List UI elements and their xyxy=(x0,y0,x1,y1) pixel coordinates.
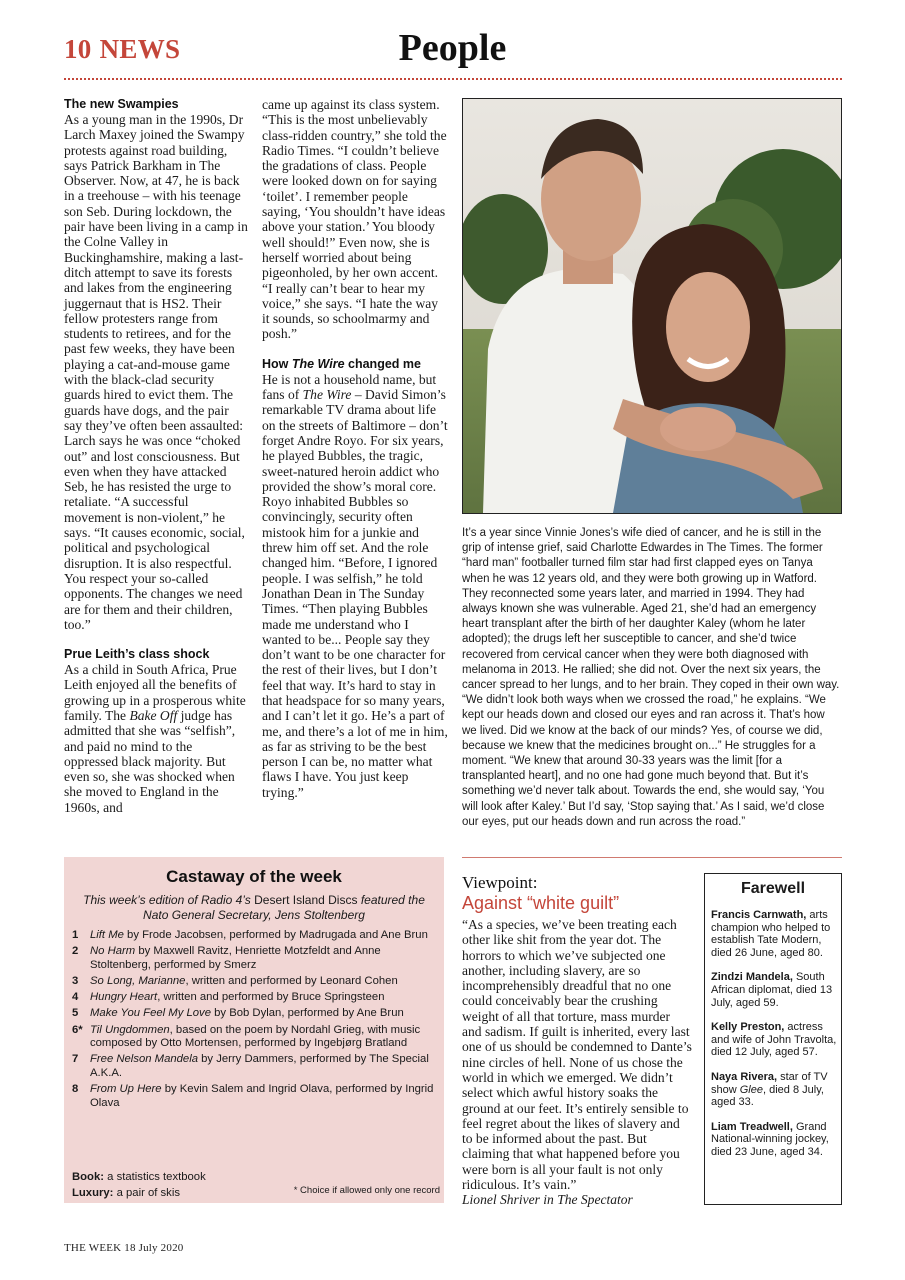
viewpoint-kicker: Viewpoint: xyxy=(462,873,538,892)
swampies-heading: The new Swampies xyxy=(64,97,179,111)
castaway-record: 6* Til Ungdommen, based on the poem by Nordahl Grieg, with music composed by Otto Mortensen, performed by Ingebjørg Bratland xyxy=(72,1023,421,1050)
page-footer: THE WEEK 18 July 2020 xyxy=(64,1242,184,1254)
castaway-record: 3 So Long, Marianne, written and performed by Leonard Cohen xyxy=(72,974,398,987)
page-title: People xyxy=(398,27,507,69)
feature-divider xyxy=(462,857,842,858)
column-left xyxy=(64,97,248,815)
farewell-box xyxy=(704,873,842,1205)
castaway-record: 5 Make You Feel My Love by Bob Dylan, performed by Ane Brun xyxy=(72,1007,404,1020)
show-title-the-wire: The Wire xyxy=(302,387,352,403)
swampies-body: As a young man in the 1990s, Dr Larch Maxey joined the Swampy protests against road building, says Patrick Barkham in The Observer. Now, at 47, he is back in a treehouse – with his teenage son Seb. During lockdown, the pair have been living in a camp in the Colne Valley in Buckinghamshire, making a last-ditch attempt to save its forests and lakes from the engineering juggernaut that is HS2. Their fellow protesters range from students to retirees, and for the past few weeks, they have been playing a cat-and-mouse game with the black-clad security guards hired to evict them. The guards have dogs, and the pair say they’ve often been assaulted: Larch says he was once “choked out” and lost consciousness. But even when they have attacked Seb, he has resisted the urge to retaliate. “A successful movement is non-violent,” he says. “It causes economic, social, political and psychological disruption. It is also respectful. You respect your so-called opponents. The changes we need are for them and their children, too.” xyxy=(64,112,248,632)
farewell-item: Zindzi Mandela, South African diplomat, died 13 July, aged 59. xyxy=(711,971,833,1009)
castaway-record-list xyxy=(72,929,436,1113)
castaway-record: 4 Hungry Heart, written and performed by Bruce Springsteen xyxy=(72,991,385,1004)
castaway-record: 1 Lift Me by Frode Jacobsen, performed by Madrugada and Ane Brun xyxy=(72,929,428,941)
viewpoint-quote: “As a species, we’ve been treating each other like shit from the year dot. The horrors to which we’ve subjected one another, including slavery, are so incomprehensibly dreadful that no one could conceivably bear the crushing weight of all that torture, mass murder and sadism. If guilt is inherited, every last one of us should be condemned to Dante’s nine circles of hell. None of us chose the world in which we emerged. We didn’t select which awful history soaks the ground at our feet. It’s entirely sensible to feel regret about the likes of slavery and to be informed about the past. But claiming that what happened before you were born is all your fault is not only ridiculous. It’s vain.” xyxy=(462,917,692,1193)
castaway-footnote: * Choice if allowed only one record xyxy=(293,1185,440,1196)
farewell-item: Francis Carnwath, arts champion who helped to establish Tate Modern, died 26 June, aged 80. xyxy=(711,909,831,959)
castaway-title: Castaway of the week xyxy=(166,867,342,886)
vinnie-jones-story: It’s a year since Vinnie Jones’s wife died of cancer, and he is still in the grip of intense grief, said Charlotte Edwardes in The Times. The former “hard man” footballer turned film star had first clapped eyes on Tanya when he was 12 years old, and they were both growing up in Watford. They reconnected some years later, and married in 1994. They had always known she was vulnerable. Aged 21, she’d had an emergency heart transplant after the birth of her daughter Kaley (whom he later adopted); the drugs left her susceptible to cancer, and she’d twice recovered from cervical cancer when they were both diagnosed with melanoma in 2013. He rallied; she did not. Over the next six years, the cancer spread to her lungs, and to her brain. They coped in their own way. “We didn’t look both ways when we crossed the road,” he explains. “We kept our heads down and closed our eyes and ran across it. That’s how we lived. Did we know at the back of our minds? Yes, of course we did, because we knew that the medicines brought on...” He struggles for a moment. “We knew that around 30-33 years was the limit [for a transplanted heart], and no one had gone much beyond that. But it’s something we’d never talk about. Towards the end, she would say, ‘You will look after Kaley.’ But I’d say, ‘Stop saying that.’ As I said, we’d close our eyes, put our heads down and run across the road.” xyxy=(462,527,840,828)
viewpoint-body xyxy=(462,917,692,1208)
wire-body: He is not a household name, but fans of The Wire – David Simon’s remarkable TV drama about life on the streets of Baltimore – don’t forget Andre Royo. For six years, he played Bubbles, the tragic, sweet-natured heroin addict who provided the show’s moral core. Royo inhabited Bubbles so convincingly, security often mistook him for a junkie and threw him off set. And the role changed him. “Before, I ignored people. I was selfish,” he told Jonathan Dean in The Sunday Times. “Then playing Bubbles made me understand who I wanted to be... People say they don’t want to be one character for the rest of their lives, but I don’t feel that way. It’s hard to stay in that headspace for so many years, and I can’t let it go. He’s a part of me, and there’s a lot of me in him, as far as striving to be the best person I can be, no matter what flaws I have. You just keep trying.” xyxy=(262,371,448,800)
farewell-item: Naya Rivera, star of TV show Glee, died 8 July, aged 33. xyxy=(711,1070,828,1109)
castaway-record: 8 From Up Here by Kevin Salem and Ingrid Olava, performed by Ingrid Olava xyxy=(72,1083,434,1109)
farewell-list xyxy=(711,909,837,1171)
farewell-title: Farewell xyxy=(740,880,806,897)
castaway-record: 7 Free Nelson Mandela by Jerry Dammers, performed by The Special A.K.A. xyxy=(72,1053,429,1079)
show-title-bake-off: Bake Off xyxy=(129,707,178,723)
wire-heading: How The Wire changed me xyxy=(262,356,421,371)
castaway-intro: This week’s edition of Radio 4’s Desert Island Discs featured the Nato General Secretary, Jens Stoltenberg xyxy=(83,893,425,922)
viewpoint-title: Against “white guilt” xyxy=(462,893,620,913)
leith-heading: Prue Leith’s class shock xyxy=(64,647,210,662)
viewpoint-attribution: Lionel Shriver in The Spectator xyxy=(462,1192,633,1208)
leith-body-continued: came up against its class system. “This is the most unbelievably class-ridden country,” she told the Radio Times. “I couldn’t believe the gradations of class. People were looked down on for saying ‘toilet’. I remember people saying, ‘You shouldn’t have ideas above your station.’ You bloody well should!” Even now, she is herself worried about being pigeonholed, by her own accent. “I really can’t bear to hear my voice,” she says. “I hate the way it sounds, so schoolmarmy and posh.” xyxy=(262,97,447,342)
header-divider xyxy=(64,78,842,80)
castaway-luxury: Luxury: a pair of skis xyxy=(72,1187,180,1199)
leith-body-start: As a child in South Africa, Prue Leith enjoyed all the benefits of growing up in a prosperous white family. The Bake Off judge has admitted that she was “selfish”, and paid no mind to the oppressed black majority. But even so, she was shocked when she moved to England in the 1960s, and xyxy=(64,662,246,815)
castaway-record: 2 No Harm by Maxwell Ravitz, Henriette Motzfeldt and Anne Stoltenberg, performed by Smerz xyxy=(72,945,381,971)
castaway-book: Book: a statistics textbook xyxy=(72,1171,206,1183)
couple-photo xyxy=(462,98,842,514)
column-middle xyxy=(262,97,448,800)
section-name: NEWS xyxy=(99,34,181,64)
farewell-item: Liam Treadwell, Grand National-winning jockey, died 23 June, aged 34. xyxy=(711,1120,829,1158)
farewell-item: Kelly Preston, actress and wife of John Travolta, died 12 July, aged 57. xyxy=(711,1021,837,1059)
section-number: 10 xyxy=(64,34,92,64)
castaway-box xyxy=(64,857,444,1203)
